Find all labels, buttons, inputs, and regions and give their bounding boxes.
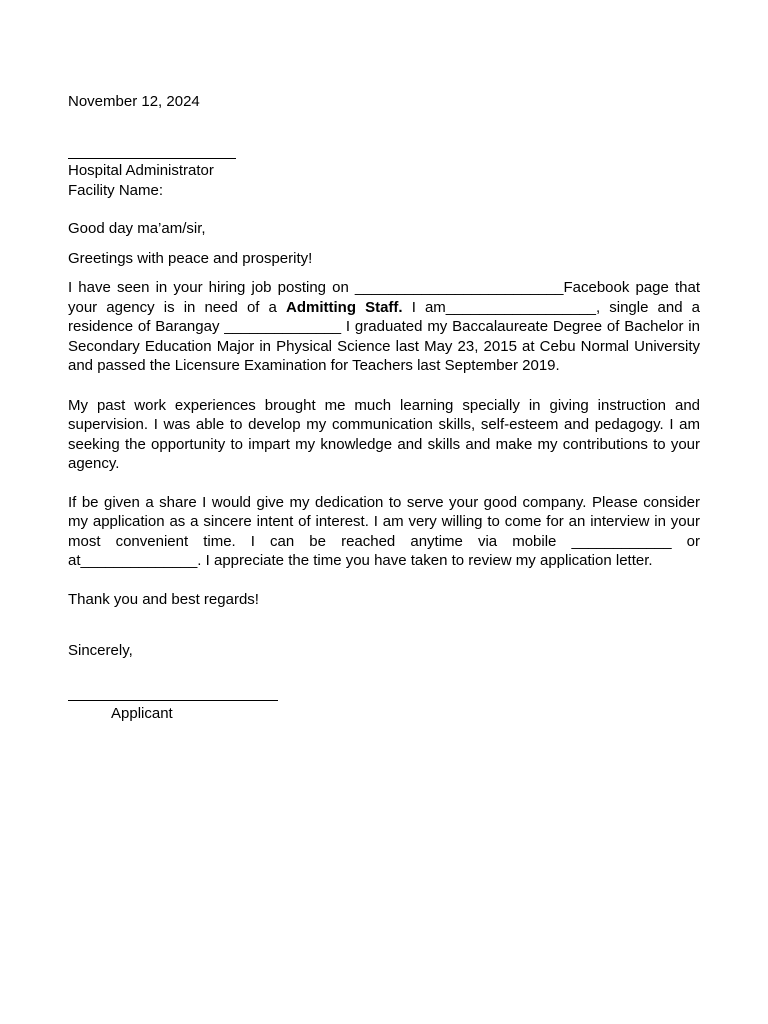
paragraph-posting-text-cont: I am__________________, single and a residence of Barangay ______________ I graduated my Baccalaureate Degree of Bachelor in Secondary Education Major in Physical Science last May 23, 2015 at Cebu Normal University and passed the Licensure Examination for Teachers last September 2019. xyxy=(68,298,701,374)
recipient-name-blank xyxy=(68,144,236,159)
recipient-block xyxy=(68,144,368,200)
paragraph-commitment: If be given a share I would give my dedication to serve your good company. Please consider my application as a sincere intent of interest. I am very willing to come for an interview in your most convenient time. I can be reached anytime via mobile ____________ or at______________. I appreciate the time you have taken to review my application letter. xyxy=(68,493,700,569)
signature-line xyxy=(68,680,278,701)
letter-body xyxy=(68,219,700,661)
paragraph-posting xyxy=(68,278,700,376)
thanks-line: Thank you and best regards! xyxy=(68,590,259,608)
paragraph-experience: My past work experiences brought me much learning specially in giving instruction and supervision. I was able to develop my communication skills, self-esteem and pedagogy. I am seeking the opportunity to impart my knowledge and skills and make my contributions to your agency. xyxy=(68,396,700,472)
salutation: Good day ma’am/sir, xyxy=(68,220,206,237)
greeting: Greetings with peace and prosperity! xyxy=(68,249,313,267)
recipient-title: Hospital Administrator xyxy=(68,162,214,179)
paragraph-posting-text: I have seen in your hiring job posting on _________________________Facebook page that your agency is in need of a xyxy=(68,279,700,316)
signature-label: Applicant xyxy=(111,705,173,722)
position-title: Admitting Staff. xyxy=(286,298,403,316)
facility-name-label: Facility Name: xyxy=(68,181,164,199)
letter-date: November 12, 2024 xyxy=(68,93,200,110)
closing: Sincerely, xyxy=(68,642,133,659)
